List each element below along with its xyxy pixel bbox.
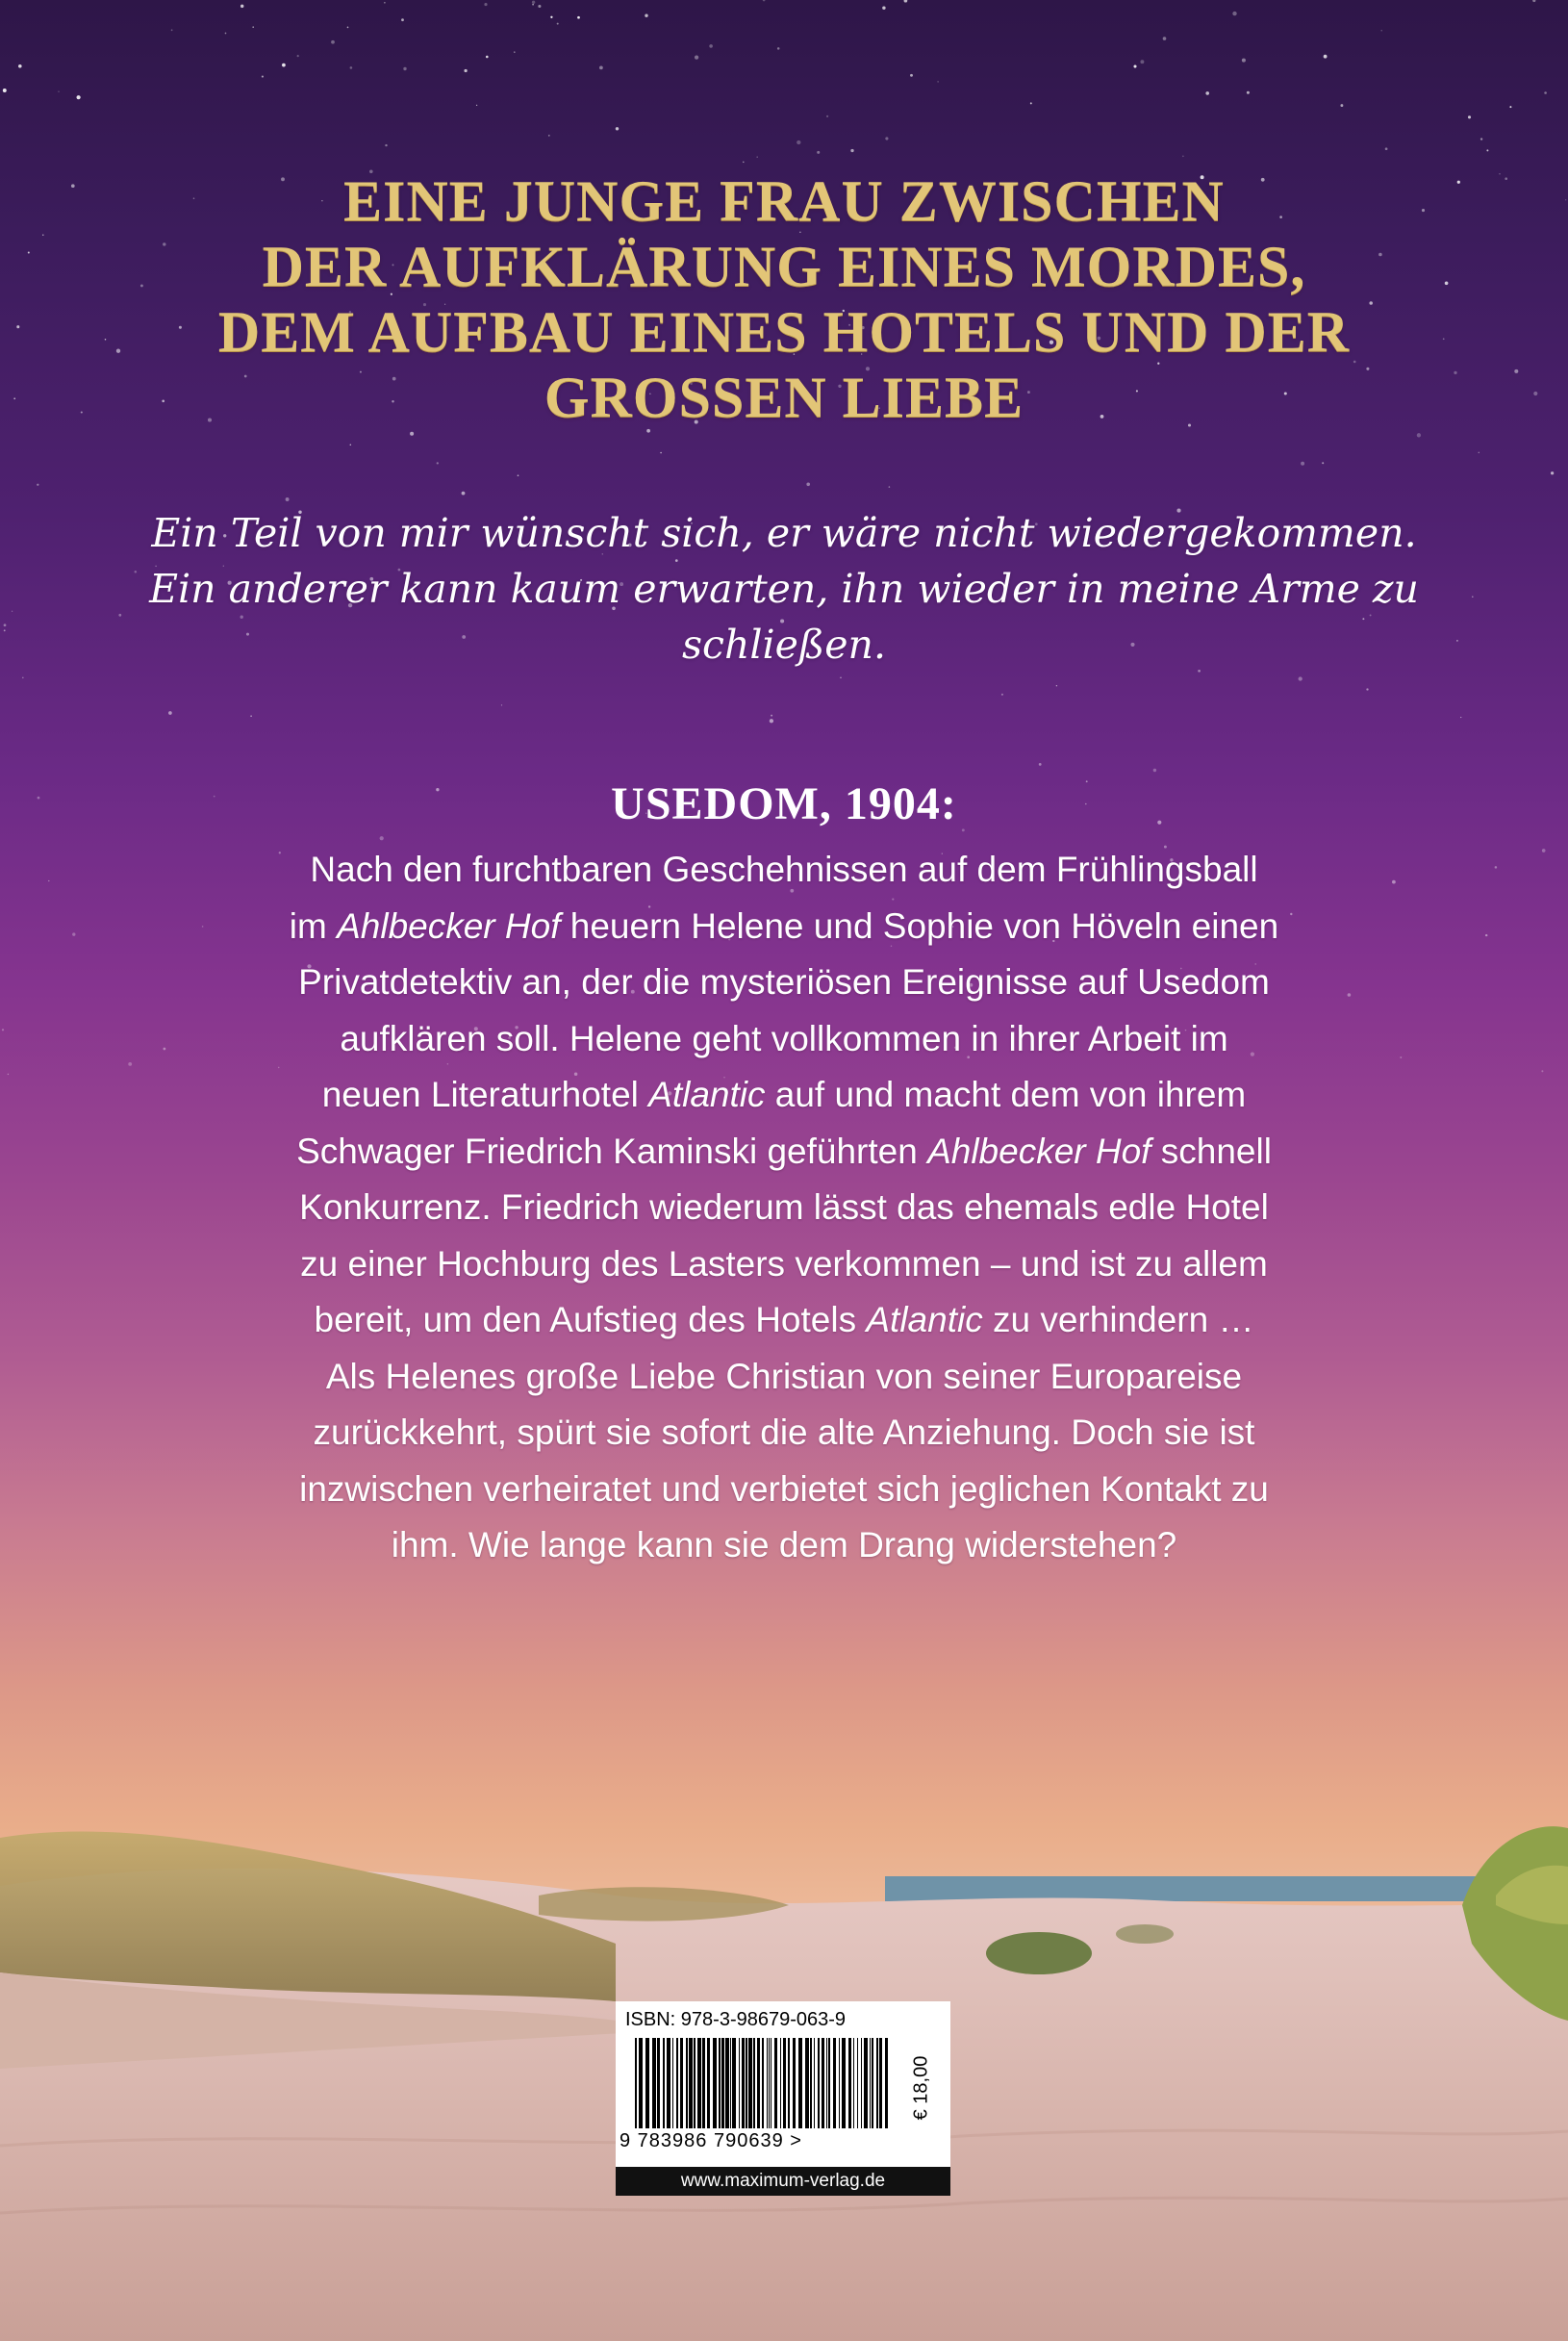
star <box>171 29 173 31</box>
barcode-bar <box>857 2038 858 2128</box>
quote-line-2: Ein anderer kann kaum erwarten, ihn wieder in meine Arme zu <box>149 566 1419 612</box>
barcode-bar <box>721 2038 724 2128</box>
star <box>1030 102 1032 104</box>
star <box>12 611 13 612</box>
barcode-bar <box>767 2038 768 2128</box>
blurb-line: Privatdetektiv an, der die mysteriösen Ereignisse auf Usedom <box>298 962 1270 1002</box>
star <box>1544 91 1547 94</box>
star <box>282 64 286 67</box>
barcode-bar <box>822 2038 824 2128</box>
barcode-bar <box>885 2038 888 2128</box>
barcode-bar <box>833 2038 836 2128</box>
barcode-bar <box>774 2038 777 2128</box>
barcode-bar <box>861 2038 862 2128</box>
barcode-bar <box>742 2038 745 2128</box>
star <box>437 462 439 464</box>
blurb-line: zurückkehrt, spürt sie sofort die alte Anziehung. Doch sie ist <box>313 1412 1255 1452</box>
star <box>58 90 59 91</box>
quote-line-3: schließen. <box>682 622 886 668</box>
star <box>42 235 43 236</box>
quote-line-1: Ein Teil von mir wünscht sich, er wäre nicht wiedergekommen. <box>151 510 1417 556</box>
blurb <box>125 842 1443 1574</box>
star <box>37 484 38 486</box>
star <box>1509 106 1511 108</box>
star <box>1472 597 1473 598</box>
blurb-line: im Ahlbecker Hof heuern Helene und Sophie von Höveln einen <box>289 905 1279 946</box>
barcode-bar <box>657 2038 660 2128</box>
barcode-bar <box>725 2038 729 2128</box>
barcode-bar <box>645 2038 649 2128</box>
star <box>486 56 489 59</box>
star <box>18 64 22 68</box>
barcode-bar <box>719 2038 721 2128</box>
star <box>225 33 227 35</box>
star <box>168 711 172 715</box>
barcode-bar <box>694 2038 695 2128</box>
star <box>550 16 552 18</box>
star <box>1247 91 1250 94</box>
star <box>385 144 387 146</box>
star <box>297 55 299 57</box>
barcode-bar <box>848 2038 851 2128</box>
star <box>514 51 516 53</box>
star <box>1495 866 1498 869</box>
hotel-name: Atlantic <box>648 1075 766 1114</box>
barcode-bar <box>805 2038 809 2128</box>
star <box>797 140 800 144</box>
barcode-bar <box>672 2038 673 2128</box>
price-label <box>900 2040 943 2136</box>
star <box>756 156 757 157</box>
barcode-bar <box>780 2038 781 2128</box>
isbn-barcode <box>616 2001 950 2167</box>
star <box>1505 177 1507 180</box>
star <box>1242 59 1246 63</box>
star <box>16 325 19 328</box>
star <box>331 40 335 44</box>
barcode-bar <box>689 2038 693 2128</box>
headline <box>96 168 1472 430</box>
star <box>709 44 713 48</box>
star <box>4 629 6 631</box>
star <box>1485 934 1487 936</box>
star <box>501 704 502 705</box>
star <box>1299 676 1302 680</box>
blurb-line: bereit, um den Aufstieg des Hotels Atlantic zu verhindern … <box>314 1300 1254 1339</box>
blurb-line: Nach den furchtbaren Geschehnissen auf dem Frühlingsball <box>310 850 1258 889</box>
star <box>882 6 885 9</box>
barcode-bar <box>872 2038 873 2128</box>
headline-line-2: DER AUFKLÄRUNG EINES MORDES, <box>262 235 1306 298</box>
barcode-bar <box>676 2038 678 2128</box>
hotel-name: Ahlbecker Hof <box>337 905 561 946</box>
star <box>770 719 773 723</box>
star <box>1532 0 1535 2</box>
isbn-number: ISBN: 978-3-98679-063-9 <box>625 2009 847 2030</box>
star <box>1460 717 1461 718</box>
barcode-bar <box>746 2038 747 2128</box>
star <box>1380 30 1381 31</box>
quote <box>106 505 1462 673</box>
blurb-line: Konkurrenz. Friedrich wiederum lässt das ehemals edle Hotel <box>299 1187 1269 1227</box>
barcode-bars <box>633 2038 893 2142</box>
star <box>1565 199 1566 200</box>
star <box>1301 462 1304 466</box>
star <box>1324 55 1328 59</box>
star <box>850 149 853 152</box>
barcode-bar <box>713 2038 717 2128</box>
star <box>462 492 466 496</box>
barcode-bar <box>730 2038 731 2128</box>
star <box>532 1 535 4</box>
star <box>1385 147 1388 150</box>
star <box>616 127 619 130</box>
barcode-bar <box>828 2038 830 2128</box>
star <box>1322 462 1324 464</box>
barcode-bar <box>870 2038 871 2128</box>
barcode-bar <box>753 2038 755 2128</box>
star <box>1140 60 1144 64</box>
star <box>81 411 83 413</box>
star <box>48 880 49 881</box>
barcode-bar <box>697 2038 701 2128</box>
star <box>476 105 477 106</box>
barcode-bar <box>667 2038 670 2128</box>
barcode-bar <box>732 2038 736 2128</box>
star <box>13 397 15 399</box>
headline-line-4: GROSSEN LIEBE <box>544 366 1024 429</box>
star <box>1480 138 1482 140</box>
headline-line-1: EINE JUNGE FRAU ZWISCHEN <box>343 169 1225 233</box>
blurb-line: Als Helenes große Liebe Christian von seiner Europareise <box>325 1356 1243 1396</box>
star <box>4 623 7 626</box>
barcode-bar <box>853 2038 854 2128</box>
star <box>380 836 384 840</box>
star <box>1542 849 1546 852</box>
blurb-line: aufklären soll. Helene geht vollkommen in ihrer Arbeit im <box>340 1018 1228 1058</box>
star <box>1340 104 1343 107</box>
blurb-line: ihm. Wie lange kann sie dem Drang widerstehen? <box>391 1525 1177 1565</box>
star <box>1163 37 1167 40</box>
barcode-bar <box>879 2038 882 2128</box>
publisher-url: www.maximum-verlag.de <box>616 2167 950 2196</box>
barcode-bar <box>757 2038 760 2128</box>
star <box>3 89 7 92</box>
star <box>28 251 30 253</box>
star <box>403 67 406 70</box>
star <box>1133 64 1136 67</box>
star <box>548 135 550 137</box>
barcode-bar <box>639 2038 643 2128</box>
star <box>538 5 541 8</box>
star <box>910 74 913 77</box>
star <box>1205 91 1209 95</box>
star <box>1499 173 1500 174</box>
star <box>577 16 580 19</box>
star <box>840 676 842 678</box>
star <box>401 18 404 21</box>
star <box>350 444 352 445</box>
hotel-name: Ahlbecker Hof <box>927 1131 1151 1171</box>
star <box>1056 685 1057 686</box>
star <box>889 486 891 488</box>
headline-line-3: DEM AUFBAU EINES HOTELS UND DER <box>217 300 1351 364</box>
star <box>347 27 349 29</box>
star <box>743 162 745 164</box>
barcode-bar <box>810 2038 812 2128</box>
star <box>660 452 662 454</box>
barcode-bar <box>769 2038 770 2128</box>
barcode-bar <box>635 2038 637 2128</box>
star <box>777 47 780 50</box>
star <box>1533 392 1537 395</box>
barcode-bar <box>762 2038 764 2128</box>
star <box>1468 115 1471 118</box>
star <box>1039 763 1042 766</box>
barcode-bar <box>748 2038 752 2128</box>
star <box>645 14 647 17</box>
barcode-bar <box>864 2038 868 2128</box>
star <box>771 715 772 717</box>
blurb-line: Schwager Friedrich Kaminski geführten Ahlbecker Hof schnell <box>296 1131 1272 1171</box>
star <box>1182 156 1184 158</box>
star <box>532 4 534 6</box>
barcode-bar <box>839 2038 840 2128</box>
star <box>410 432 414 436</box>
price-text: € 18,00 <box>910 2055 932 2121</box>
barcode-bar <box>663 2038 665 2128</box>
star <box>817 151 820 154</box>
star <box>1514 369 1518 373</box>
barcode-bar <box>842 2038 846 2128</box>
star <box>1232 12 1236 15</box>
star <box>557 23 559 25</box>
barcode-bar <box>680 2038 683 2128</box>
star <box>1551 471 1554 474</box>
barcode-bar <box>818 2038 820 2128</box>
barcode-bar <box>783 2038 786 2128</box>
star <box>286 497 290 501</box>
star <box>1486 149 1488 151</box>
barcode-bar <box>814 2038 815 2128</box>
star <box>250 715 252 717</box>
star <box>1417 433 1421 437</box>
star <box>599 66 603 70</box>
star <box>885 137 888 140</box>
star <box>763 0 766 1</box>
star <box>240 5 243 8</box>
blurb-line: inzwischen verheiratet und verbietet sich jeglichen Kontakt zu <box>299 1468 1269 1509</box>
star <box>937 81 939 83</box>
star <box>22 676 24 678</box>
barcode-bar <box>707 2038 710 2128</box>
star <box>518 474 519 476</box>
hotel-name: Atlantic <box>866 1300 983 1339</box>
barcode-bar <box>702 2038 705 2128</box>
star <box>484 3 487 6</box>
setting-heading: USEDOM, 1904: <box>611 778 957 829</box>
star <box>464 69 467 72</box>
star <box>8 1074 10 1076</box>
star <box>826 115 828 117</box>
star <box>77 95 81 99</box>
barcode-bar <box>798 2038 802 2128</box>
barcode-digits: 9 783986 790639 > <box>620 2130 802 2151</box>
blurb-line: neuen Literaturhotel Atlantic auf und macht dem von ihrem <box>321 1075 1247 1114</box>
star <box>252 26 254 28</box>
star <box>262 76 264 78</box>
star <box>2 1029 4 1031</box>
star <box>1366 688 1368 690</box>
star <box>1541 1070 1543 1072</box>
blurb-line: zu einer Hochburg des Lasters verkommen – und ist zu allem <box>300 1243 1268 1284</box>
star <box>904 0 908 3</box>
barcode-bar <box>652 2038 656 2128</box>
star <box>384 2 386 4</box>
star <box>350 66 353 69</box>
star <box>72 932 75 935</box>
star <box>695 55 698 59</box>
barcode-bar <box>739 2038 740 2128</box>
barcode-bar <box>876 2038 878 2128</box>
star <box>71 184 75 188</box>
star <box>1153 769 1156 772</box>
star <box>1001 694 1003 696</box>
barcode-bar <box>793 2038 796 2128</box>
star <box>806 482 810 486</box>
barcode-bar <box>826 2038 827 2128</box>
barcode-bar <box>788 2038 790 2128</box>
barcode-bar <box>686 2038 688 2128</box>
